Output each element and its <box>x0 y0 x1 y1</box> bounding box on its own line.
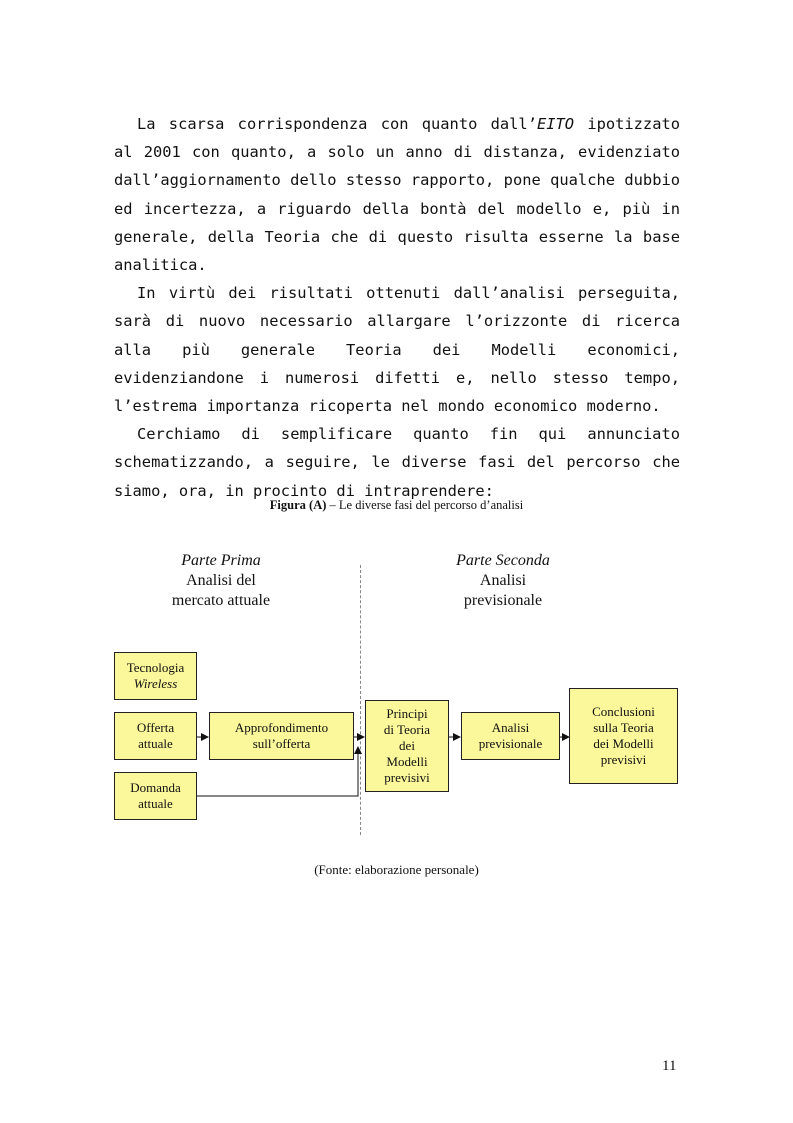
box-conclusioni: Conclusioni sulla Teoria dei Modelli previsivi <box>569 688 678 784</box>
box-principi-teoria: Principi di Teoria dei Modelli previsivi <box>365 700 449 792</box>
paragraph-3: Cerchiamo di semplificare quanto fin qui annunciato schematizzando, a seguire, le diverse fasi del percorso che siamo, ora, in procinto di intraprendere: <box>114 425 680 500</box>
part-one-label: Parte Prima <box>181 552 261 569</box>
box-domanda-attuale: Domanda attuale <box>114 772 197 820</box>
box-approfondimento-offerta: Approfondimento sull’offerta <box>209 712 354 760</box>
part-two-description: Analisi previsionale <box>463 572 543 609</box>
figure-caption <box>0 498 793 513</box>
body-text <box>114 110 680 505</box>
part-one-heading <box>121 551 321 611</box>
part-two-heading <box>403 551 603 611</box>
eito-term: EITO <box>536 115 575 133</box>
figure-source: (Fonte: elaborazione personale) <box>314 862 479 877</box>
part-two-label: Parte Seconda <box>456 552 550 569</box>
paragraph-2: In virtù dei risultati ottenuti dall’analisi perseguita, sarà di nuovo necessario allargare l’orizzonte di ricerca alla più generale Teoria dei Modelli economici, evidenziandone i numerosi difetti e, nello stesso tempo, l’estrema importanza ricoperta nel mondo economico moderno. <box>114 284 680 416</box>
figure-caption-text: – Le diverse fasi del percorso d’analisi <box>326 498 524 512</box>
paragraph-1: La scarsa corrispondenza con quanto dall’EITO ipotizzato al 2001 con quanto, a solo un anno di distanza, evidenziato dall’aggiornamento dello stesso rapporto, pone qualche dubbio ed incertezza, a riguardo della bontà del modello e, più in generale, della Teoria che di questo risulta esserne la base analitica. <box>114 115 681 275</box>
page-number: 11 <box>662 1058 677 1074</box>
figure-caption-label: Figura (A) <box>269 498 327 512</box>
box-tecnologia-wireless: Tecnologia Wireless <box>114 652 197 700</box>
box-offerta-attuale: Offerta attuale <box>114 712 197 760</box>
box-analisi-previsionale: Analisi previsionale <box>461 712 560 760</box>
part-one-description: Analisi del mercato attuale <box>171 572 271 609</box>
phase-divider <box>360 565 361 835</box>
